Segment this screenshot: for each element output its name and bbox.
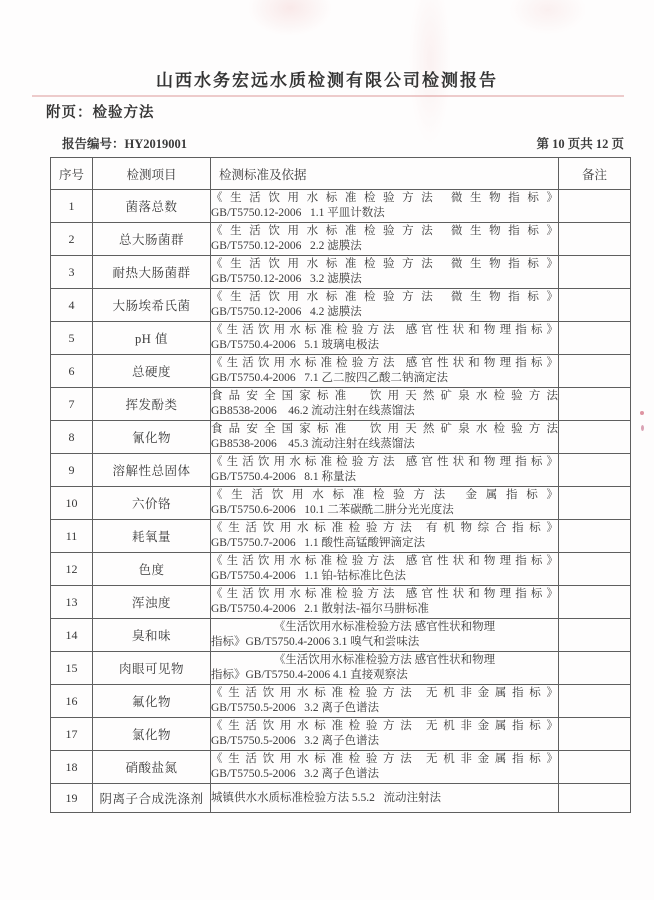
test-item-cell: 耗氧量 — [93, 520, 211, 553]
test-item-cell: 总硬度 — [93, 355, 211, 388]
remark-cell — [559, 784, 631, 813]
test-item-cell: 六价铬 — [93, 487, 211, 520]
method-standard-cell — [211, 586, 559, 619]
remark-cell — [559, 223, 631, 256]
title-red-rule — [32, 95, 624, 97]
method-line-2: GB/T5750.4-2006 1.1 铂-钴标准比色法 — [211, 570, 406, 582]
table-row — [51, 355, 631, 388]
test-item-cell: 硝酸盐氮 — [93, 751, 211, 784]
method-line-1: 《生活饮用水标准检验方法 金属指标》 — [211, 489, 558, 501]
row-number-cell: 16 — [51, 685, 93, 718]
table-row — [51, 421, 631, 454]
method-standard-cell — [211, 454, 559, 487]
row-number-cell: 11 — [51, 520, 93, 553]
method-line-1: 食品安全国家标准 饮用天然矿泉水检验方法 — [211, 390, 558, 402]
table-row — [51, 652, 631, 685]
table-row — [51, 586, 631, 619]
test-item-cell: 浑浊度 — [93, 586, 211, 619]
row-number-cell: 8 — [51, 421, 93, 454]
column-header: 检测标准及依据 — [211, 158, 559, 190]
red-ink-speck — [641, 425, 644, 431]
remark-cell — [559, 619, 631, 652]
row-number-cell: 10 — [51, 487, 93, 520]
table-body — [51, 190, 631, 813]
test-item-cell: 氯化物 — [93, 718, 211, 751]
row-number-cell: 14 — [51, 619, 93, 652]
method-standard-cell — [211, 652, 559, 685]
table-row — [51, 784, 631, 813]
test-item-cell: 阴离子合成洗涤剂 — [93, 784, 211, 813]
appendix-subtitle: 附页：检验方法 — [46, 105, 155, 121]
remark-cell — [559, 487, 631, 520]
table-row — [51, 256, 631, 289]
table-row — [51, 751, 631, 784]
method-line-2: GB/T5750.5-2006 3.2 离子色谱法 — [211, 735, 380, 747]
column-header: 序号 — [51, 158, 93, 190]
method-line-2: GB/T5750.12-2006 2.2 滤膜法 — [211, 240, 362, 252]
method-line-1: 《生活饮用水标准检验方法 微生物指标》 — [211, 192, 558, 204]
method-line-2: GB/T5750.4-2006 5.1 玻璃电极法 — [211, 339, 380, 351]
table-row — [51, 388, 631, 421]
remark-cell — [559, 355, 631, 388]
method-line-1: 《生活饮用水标准检验方法 无机非金属指标》 — [211, 687, 558, 699]
table-row — [51, 685, 631, 718]
method-standard-cell — [211, 553, 559, 586]
row-number-cell: 2 — [51, 223, 93, 256]
table-row — [51, 190, 631, 223]
method-line-2: GB/T5750.4-2006 7.1 乙二胺四乙酸二钠滴定法 — [211, 372, 449, 384]
page-indicator: 第 10 页共 12 页 — [536, 137, 624, 151]
test-item-cell: 肉眼可见物 — [93, 652, 211, 685]
remark-cell — [559, 751, 631, 784]
method-line-2: GB/T5750.5-2006 3.2 离子色谱法 — [211, 702, 380, 714]
method-standard-cell — [211, 619, 559, 652]
test-item-cell: 大肠埃希氏菌 — [93, 289, 211, 322]
row-number-cell: 15 — [51, 652, 93, 685]
method-line-1: 《生活饮用水标准检验方法 无机非金属指标》 — [211, 753, 558, 765]
method-standard-cell — [211, 289, 559, 322]
method-line-1: 《生活饮用水标准检验方法 感官性状和物理 — [273, 654, 496, 666]
method-line-1: 《生活饮用水标准检验方法 有机物综合指标》 — [211, 522, 558, 534]
method-line-1: 《生活饮用水标准检验方法 无机非金属指标》 — [211, 720, 558, 732]
method-line-2: GB/T5750.5-2006 3.2 离子色谱法 — [211, 768, 380, 780]
remark-cell — [559, 322, 631, 355]
table-row — [51, 553, 631, 586]
method-line-2: GB8538-2006 46.2 流动注射在线蒸馏法 — [211, 405, 415, 417]
test-item-cell: 总大肠菌群 — [93, 223, 211, 256]
row-number-cell: 13 — [51, 586, 93, 619]
report-number-label: 报告编号： — [62, 137, 125, 151]
method-standard-cell — [211, 355, 559, 388]
test-item-cell: 臭和味 — [93, 619, 211, 652]
remark-cell — [559, 454, 631, 487]
test-item-cell: 菌落总数 — [93, 190, 211, 223]
row-number-cell: 1 — [51, 190, 93, 223]
remark-cell — [559, 685, 631, 718]
red-ink-speck — [640, 411, 644, 415]
method-line-2: GB/T5750.7-2006 1.1 酸性高锰酸钾滴定法 — [211, 537, 426, 549]
method-line-1: 城镇供水水质标准检验方法 5.5.2 流动注射法 — [211, 791, 441, 804]
table-row — [51, 322, 631, 355]
method-line-2: 指标》GB/T5750.4-2006 3.1 嗅气和尝味法 — [211, 636, 420, 648]
report-number — [62, 134, 187, 152]
remark-cell — [559, 421, 631, 454]
page-title: 山西水务宏远水质检测有限公司检测报告 — [156, 71, 498, 90]
method-line-2: GB/T5750.12-2006 4.2 滤膜法 — [211, 306, 362, 318]
method-standard-cell — [211, 421, 559, 454]
row-number-cell: 3 — [51, 256, 93, 289]
method-line-1: 《生活饮用水标准检验方法 感官性状和物理指标》 — [211, 324, 558, 336]
table-row — [51, 718, 631, 751]
report-number-value: HY2019001 — [124, 137, 188, 151]
method-line-1: 《生活饮用水标准检验方法 感官性状和物理指标》 — [211, 588, 558, 600]
row-number-cell: 17 — [51, 718, 93, 751]
method-standard-cell — [211, 223, 559, 256]
method-line-2: 指标》GB/T5750.4-2006 4.1 直接观察法 — [211, 669, 408, 681]
table-row — [51, 487, 631, 520]
test-item-cell: 耐热大肠菌群 — [93, 256, 211, 289]
remark-cell — [559, 520, 631, 553]
method-standard-cell — [211, 487, 559, 520]
column-header: 检测项目 — [93, 158, 211, 190]
row-number-cell: 19 — [51, 784, 93, 813]
remark-cell — [559, 586, 631, 619]
test-item-cell: 色度 — [93, 553, 211, 586]
method-line-1: 《生活饮用水标准检验方法 感官性状和物理指标》 — [211, 357, 558, 369]
method-standard-cell — [211, 190, 559, 223]
method-standard-cell — [211, 718, 559, 751]
method-line-1: 《生活饮用水标准检验方法 微生物指标》 — [211, 225, 558, 237]
method-line-2: GB/T5750.6-2006 10.1 二苯碳酰二肼分光光度法 — [211, 504, 454, 516]
methods-table — [50, 157, 631, 813]
row-number-cell: 6 — [51, 355, 93, 388]
remark-cell — [559, 256, 631, 289]
method-standard-cell — [211, 784, 559, 813]
table-row — [51, 454, 631, 487]
remark-cell — [559, 388, 631, 421]
row-number-cell: 5 — [51, 322, 93, 355]
remark-cell — [559, 289, 631, 322]
row-number-cell: 12 — [51, 553, 93, 586]
remark-cell — [559, 718, 631, 751]
test-item-cell: 氰化物 — [93, 421, 211, 454]
method-line-1: 《生活饮用水标准检验方法 微生物指标》 — [211, 258, 558, 270]
method-line-1: 食品安全国家标准 饮用天然矿泉水检验方法 — [211, 423, 558, 435]
table-row — [51, 289, 631, 322]
method-standard-cell — [211, 388, 559, 421]
method-line-1: 《生活饮用水标准检验方法 感官性状和物理指标》 — [211, 555, 558, 567]
remark-cell — [559, 553, 631, 586]
row-number-cell: 18 — [51, 751, 93, 784]
test-item-cell: 溶解性总固体 — [93, 454, 211, 487]
method-line-2: GB/T5750.12-2006 3.2 滤膜法 — [211, 273, 362, 285]
method-standard-cell — [211, 520, 559, 553]
table-header-row — [51, 158, 631, 190]
test-item-cell: pH 值 — [93, 322, 211, 355]
table-row — [51, 619, 631, 652]
table-row — [51, 223, 631, 256]
column-header: 备注 — [559, 158, 631, 190]
row-number-cell: 4 — [51, 289, 93, 322]
method-line-2: GB/T5750.4-2006 2.1 散射法-福尔马肼标准 — [211, 603, 429, 615]
test-item-cell: 挥发酚类 — [93, 388, 211, 421]
method-line-1: 《生活饮用水标准检验方法 感官性状和物理指标》 — [211, 456, 558, 468]
method-standard-cell — [211, 685, 559, 718]
row-number-cell: 7 — [51, 388, 93, 421]
table-header — [51, 158, 631, 190]
method-line-2: GB/T5750.12-2006 1.1 平皿计数法 — [211, 207, 385, 219]
method-standard-cell — [211, 751, 559, 784]
table-row — [51, 520, 631, 553]
method-line-1: 《生活饮用水标准检验方法 感官性状和物理 — [273, 621, 496, 633]
remark-cell — [559, 652, 631, 685]
row-number-cell: 9 — [51, 454, 93, 487]
method-line-1: 《生活饮用水标准检验方法 微生物指标》 — [211, 291, 558, 303]
test-item-cell: 氟化物 — [93, 685, 211, 718]
meta-row — [62, 134, 624, 152]
method-line-2: GB8538-2006 45.3 流动注射在线蒸馏法 — [211, 438, 415, 450]
method-standard-cell — [211, 322, 559, 355]
method-line-2: GB/T5750.4-2006 8.1 称量法 — [211, 471, 357, 483]
method-standard-cell — [211, 256, 559, 289]
remark-cell — [559, 190, 631, 223]
